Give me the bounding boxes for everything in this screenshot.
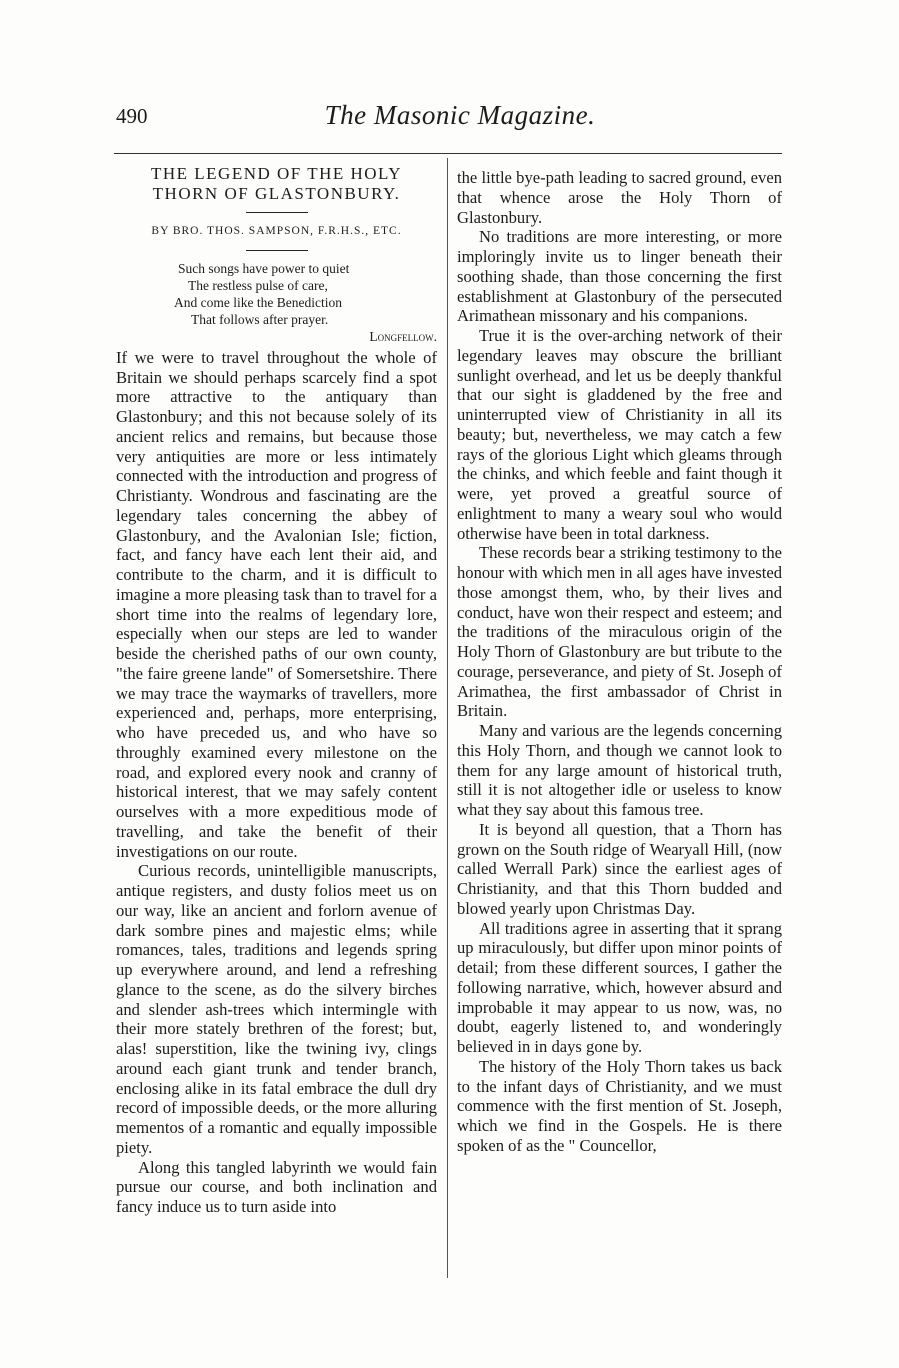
- page-header: [0, 100, 899, 140]
- left-column: [116, 164, 437, 1217]
- body-paragraph: These records bear a striking testimony to the honour with which men in all ages have invested those amongst them, who, by their lives and conduct, have won their respect and esteem; and the traditions of the miraculous origin of the Holy Thorn of Glastonbury are but tribute to the courage, perseverance, and piety of St. Joseph of Arimathea, the first ambassador of Christ in Britain.: [457, 543, 782, 721]
- page-number: 490: [116, 104, 148, 128]
- byline-rule: [246, 250, 308, 251]
- article-title: THE LEGEND OF THE HOLY THORN OF GLASTONBURY.: [150, 164, 402, 203]
- body-paragraph: If we were to travel throughout the whole of Britain we should perhaps scarcely find a spot more attractive to the antiquary than Glastonbury; and this not because solely of its ancient relics and remains, but because those very antiquities are more or less intimately connected with the introduction and progress of Christianty. Wondrous and fascinating are the legendary tales concerning the abbey of Glastonbury, and the Avalonian Isle; fiction, fact, and fancy have each lent their aid, and contribute to the charm, and it is difficult to imagine a more pleasing task than to travel for a short time into the realms of legendary lore, especially when our steps are led to wander beside the cherished paths of our own county, "the faire greene lande" of Somersetshire. There we may trace the waymarks of travellers, more experienced and, perhaps, more enterprising, who have preceded us, and who have so throughly examined every milestone on the road, and explored every nook and cranny of historical interest, that we may safely content ourselves with a more expeditious mode of travelling, and take the benefit of their investigations on our route.: [116, 347, 437, 861]
- body-paragraph: No traditions are more interesting, or more imploringly invite us to linger beneath their soothing shade, than those concerning the first establishment at Glastonbury of the persecuted Arimathean missonary and his companions.: [457, 227, 782, 326]
- byline: BY BRO. THOS. SAMPSON, F.R.H.S., ETC.: [151, 225, 402, 237]
- epigraph-line: The restless pulse of care,: [188, 277, 328, 293]
- header-rule: [114, 153, 782, 154]
- body-paragraph: Curious records, unintelligible manuscripts, antique registers, and dusty folios meet us on our way, like an ancient and forlorn avenue of dark sombre pines and majestic elms; while romances, tales, traditions and legends spring up everywhere around, and lend a refreshing glance to the scene, as do the silvery birches and slender ash-trees which intermingle with their more stately brethren of the forest; but, alas! superstition, like the twining ivy, clings around each giant trunk and tender branch, enclosing alike in its fatal embrace the dull dry record of impossible deeds, or the more alluring mementos of a romantic and equally impossible piety.: [116, 861, 437, 1157]
- body-paragraph: All traditions agree in asserting that it sprang up miraculously, but differ upon minor points of detail; from these different sources, I gather the following narrative, which, however absurd and improbable it may appear to us now, was, no doubt, eagerly listened to, and wonderingly believed in in days gone by.: [457, 918, 782, 1056]
- body-paragraph: It is beyond all question, that a Thorn has grown on the South ridge of Wearyall Hill, (now called Werrall Park) since the earliest ages of Christianity, and that this Thorn budded and blowed yearly upon Christmas Day.: [457, 819, 782, 918]
- epigraph-line: Such songs have power to quiet: [178, 260, 350, 276]
- title-rule: [246, 212, 308, 213]
- body-paragraph: True it is the over-arching network of their legendary leaves may obscure the brilliant sunlight overhead, and let us be deeply thankful that our sight is gladdened by the free and uninterrupted view of Christianity in all its beauty; but, nevertheless, we may catch a few rays of the glorious Light which gleams through the chinks, and which feeble and faint though it were, yet proved a greatful source of enlightment to many a weary soul who would otherwise have been in total darkness.: [457, 326, 782, 543]
- epigraph-line: And come like the Benediction: [174, 294, 342, 310]
- epigraph-attribution: Longfellow.: [369, 328, 437, 344]
- body-paragraph: Along this tangled labyrinth we would fain pursue our course, and both inclination and fancy induce us to turn aside into: [116, 1157, 437, 1216]
- epigraph-line: That follows after prayer.: [191, 311, 329, 327]
- right-column: [457, 168, 782, 1156]
- epigraph: [116, 260, 437, 345]
- column-divider: [447, 158, 448, 1278]
- running-title: The Masonic Magazine.: [324, 100, 596, 130]
- body-paragraph: Many and various are the legends concerning this Holy Thorn, and though we cannot look to them for any large amount of historical truth, still it is not altogether idle or useless to know what they say about this famous tree.: [457, 721, 782, 819]
- body-paragraph: The history of the Holy Thorn takes us back to the infant days of Christianity, and we must commence with the first mention of St. Joseph, which we find in the Gospels. He is there spoken of as the " Councellor,: [457, 1056, 782, 1155]
- body-paragraph: the little bye-path leading to sacred ground, even that whence arose the Holy Thorn of Glastonbury.: [457, 168, 782, 227]
